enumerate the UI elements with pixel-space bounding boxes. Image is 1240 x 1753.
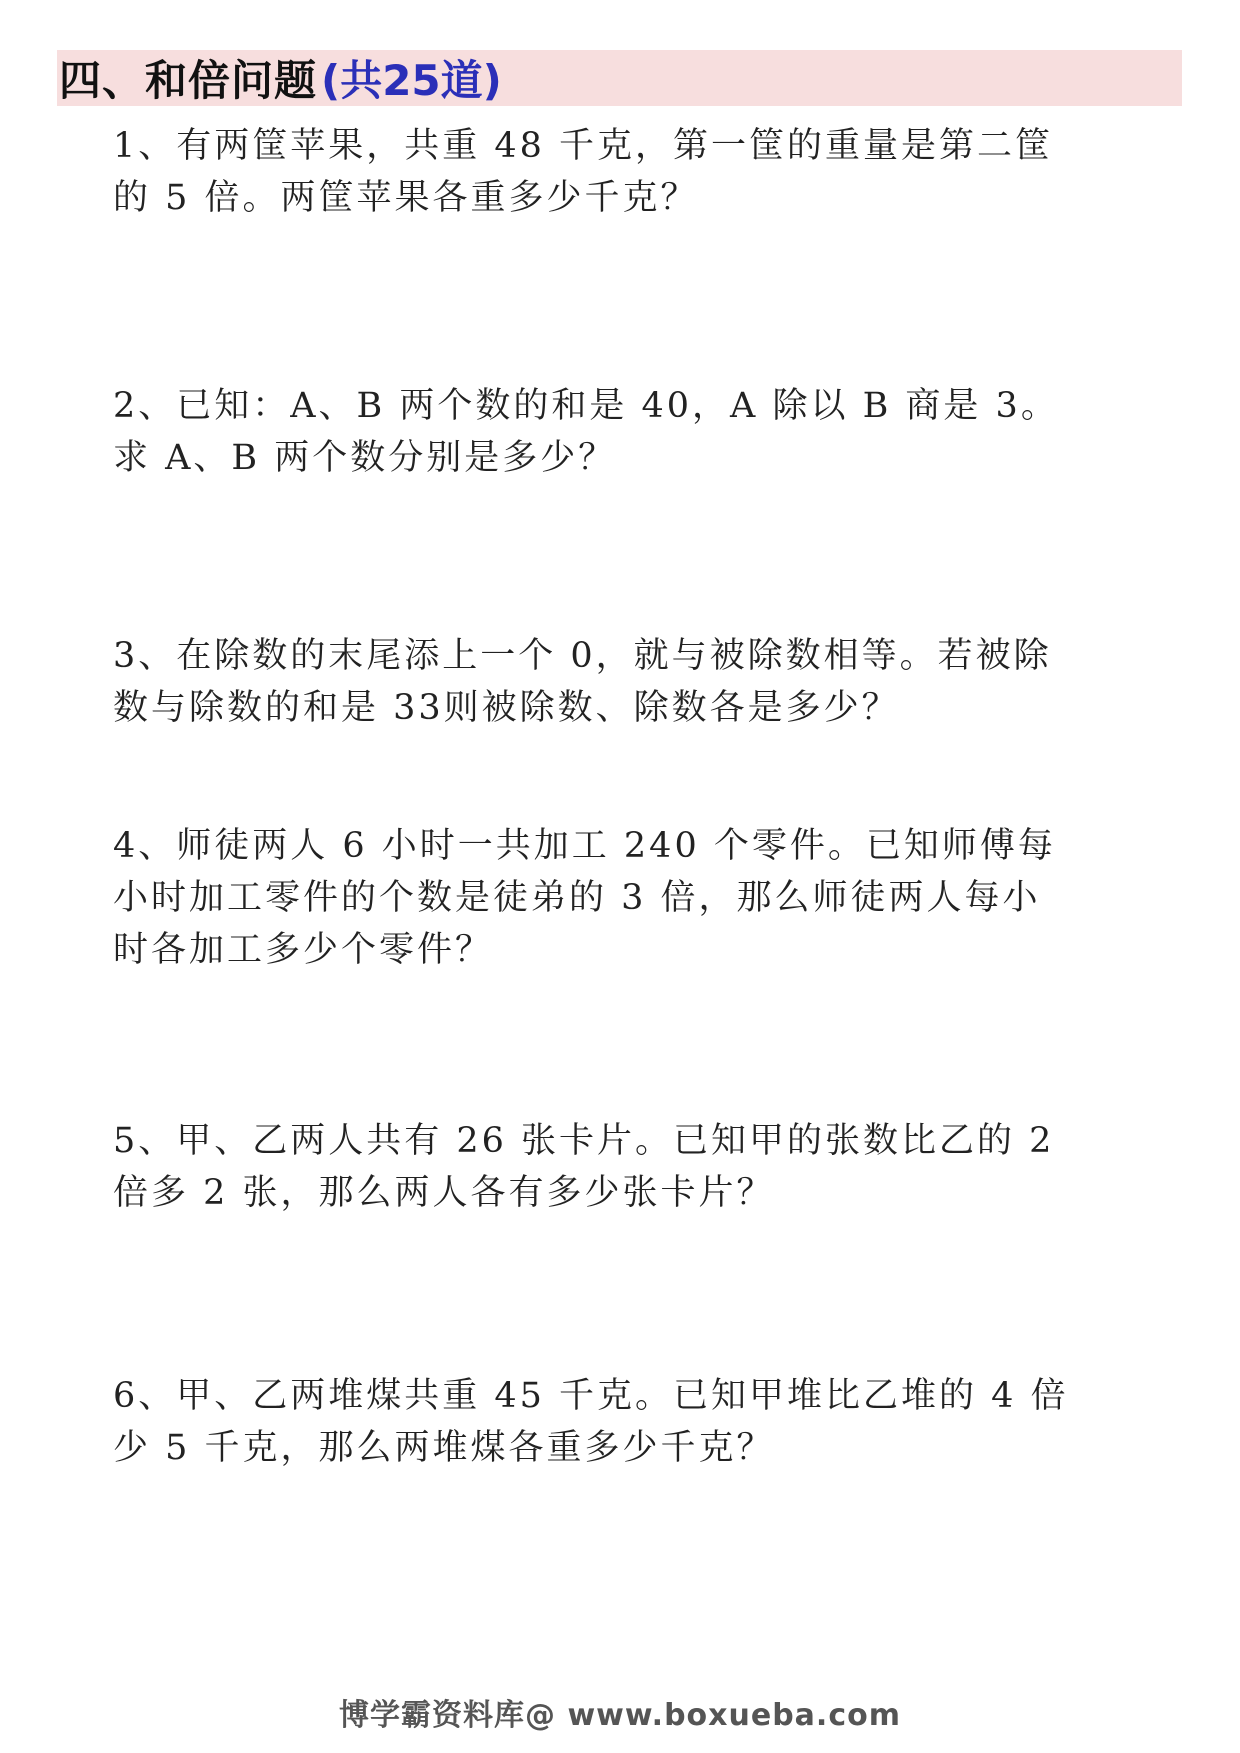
problem-2: 2、已知：A、B 两个数的和是 40，A 除以 B 商是 3。求 A、B 两个数分别是多少？ bbox=[113, 386, 1059, 478]
section-header bbox=[57, 50, 1182, 106]
problem-5: 5、甲、乙两人共有 26 张卡片。已知甲的张数比乙的 2 倍多 2 张，那么两人各有多少张卡片？ bbox=[113, 1121, 1055, 1213]
problem-4: 4、师徒两人 6 小时一共加工 240 个零件。已知师傅每小时加工零件的个数是徒弟的 3 倍，那么师徒两人每小时各加工多少个零件？ bbox=[113, 826, 1056, 970]
section-title: 四、和倍问题 bbox=[59, 56, 318, 105]
watermark-footer: 博学霸资料库@ www.boxueba.com bbox=[339, 1698, 901, 1733]
section-count: (共25道) bbox=[321, 56, 502, 105]
problem-3: 3、在除数的末尾添上一个 0，就与被除数相等。若被除数与除数的和是 33则被除数、除数各是多少？ bbox=[113, 636, 1052, 728]
problem-1: 1、有两筐苹果，共重 48 千克，第一筐的重量是第二筐的 5 倍。两筐苹果各重多少千克？ bbox=[113, 126, 1054, 218]
problem-6: 6、甲、乙两堆煤共重 45 千克。已知甲堆比乙堆的 4 倍少 5 千克，那么两堆煤各重多少千克？ bbox=[113, 1376, 1069, 1468]
